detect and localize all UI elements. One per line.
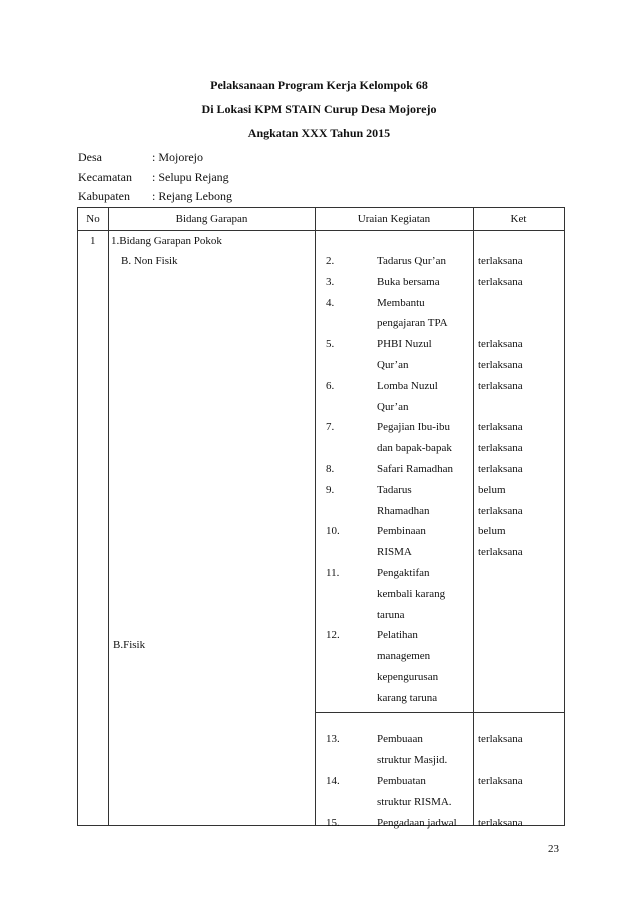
ket-line: belum bbox=[478, 483, 506, 496]
column-divider bbox=[473, 208, 474, 825]
bidang-non-fisik: B. Non Fisik bbox=[121, 255, 178, 267]
header-no: No bbox=[78, 208, 108, 231]
uraian-line: Rhamadhan bbox=[377, 504, 430, 517]
uraian-number: 11. bbox=[326, 567, 340, 579]
title-line-2: Di Lokasi KPM STAIN Curup Desa Mojorejo bbox=[201, 102, 437, 116]
uraian-number: 9. bbox=[326, 483, 335, 496]
uraian-number: 5. bbox=[326, 338, 335, 351]
uraian-line: Pembinaan bbox=[377, 525, 426, 538]
uraian-number: 14. bbox=[326, 775, 340, 787]
uraian-number: 12. bbox=[326, 629, 340, 642]
ket-line: terlaksana bbox=[478, 338, 523, 351]
uraian-line: Qur’an bbox=[377, 359, 409, 371]
header-bidang: Bidang Garapan bbox=[108, 208, 315, 231]
uraian-line: kepengurusan bbox=[377, 671, 439, 683]
ket-line: belum bbox=[478, 525, 506, 538]
uraian-number: 7. bbox=[326, 421, 335, 434]
uraian-number: 4. bbox=[326, 296, 335, 309]
uraian-line: Pengaktifan bbox=[377, 567, 430, 579]
uraian-number: 2. bbox=[326, 255, 335, 267]
uraian-line: Tadarus Qur’an bbox=[377, 255, 446, 267]
ket-line: terlaksana bbox=[478, 816, 523, 829]
info-label: Kabupaten bbox=[78, 189, 130, 203]
column-divider bbox=[108, 208, 109, 825]
ket-line: terlaksana bbox=[478, 504, 523, 517]
uraian-line: managemen bbox=[377, 650, 431, 663]
ket-line: terlaksana bbox=[478, 255, 523, 267]
ket-line: terlaksana bbox=[478, 463, 523, 475]
page-number: 23 bbox=[548, 843, 559, 855]
ket-line: terlaksana bbox=[478, 546, 523, 559]
title-line-3: Angkatan XXX Tahun 2015 bbox=[247, 126, 391, 140]
info-label: Kecamatan bbox=[78, 170, 132, 184]
kegiatan-table bbox=[77, 207, 565, 829]
bidang-pokok: 1.Bidang Garapan Pokok bbox=[111, 235, 222, 247]
row-number: 1 bbox=[90, 235, 96, 247]
uraian-number: 8. bbox=[326, 463, 335, 475]
column-divider bbox=[315, 208, 316, 825]
uraian-line: Pembuatan bbox=[377, 775, 426, 787]
uraian-line: Membantu bbox=[377, 296, 425, 309]
uraian-line: kembali karang bbox=[377, 587, 446, 600]
uraian-line: RISMA bbox=[377, 546, 412, 559]
uraian-line: Qur’an bbox=[377, 400, 409, 413]
ket-line: terlaksana bbox=[478, 733, 523, 746]
uraian-line: taruna bbox=[377, 608, 405, 621]
uraian-line: pengajaran TPA bbox=[377, 317, 448, 330]
uraian-number: 13. bbox=[326, 733, 340, 746]
uraian-line: Safari Ramadhan bbox=[377, 463, 454, 475]
uraian-number: 6. bbox=[326, 379, 335, 392]
uraian-number: 15. bbox=[326, 816, 340, 829]
info-row-kecamatan bbox=[78, 170, 229, 185]
uraian-line: Pegajian Ibu-ibu bbox=[377, 421, 451, 434]
uraian-line: Pelatihan bbox=[377, 629, 418, 642]
ket-line: terlaksana bbox=[478, 379, 523, 392]
info-row-kabupaten bbox=[78, 189, 232, 204]
uraian-number: 3. bbox=[326, 275, 335, 288]
uraian-line: struktur Masjid. bbox=[377, 754, 448, 767]
info-label: Desa bbox=[78, 150, 102, 164]
uraian-line: dan bapak-bapak bbox=[377, 442, 452, 455]
uraian-line: Pengadaan jadwal bbox=[377, 816, 457, 829]
uraian-line: PHBI Nuzul bbox=[377, 338, 432, 351]
bidang-fisik: B.Fisik bbox=[113, 639, 146, 651]
header-ket: Ket bbox=[473, 208, 564, 231]
uraian-line: struktur RISMA. bbox=[377, 795, 452, 808]
ket-line: terlaksana bbox=[478, 359, 523, 371]
info-value: : Mojorejo bbox=[152, 150, 203, 164]
header-uraian: Uraian Kegiatan bbox=[315, 208, 473, 231]
ket-line: terlaksana bbox=[478, 442, 523, 455]
info-value: : Rejang Lebong bbox=[152, 189, 232, 203]
info-row-desa bbox=[78, 150, 203, 165]
uraian-line: Lomba Nuzul bbox=[377, 379, 438, 392]
uraian-line: Tadarus bbox=[377, 483, 412, 496]
uraian-line: Pembuaan bbox=[377, 733, 423, 746]
ket-line: terlaksana bbox=[478, 421, 523, 434]
title-line-1: Pelaksanaan Program Kerja Kelompok 68 bbox=[210, 78, 428, 92]
uraian-line: karang taruna bbox=[377, 691, 438, 704]
info-value: : Selupu Rejang bbox=[152, 170, 229, 184]
uraian-number: 10. bbox=[326, 525, 340, 538]
ket-line: terlaksana bbox=[478, 775, 523, 787]
row-divider bbox=[315, 712, 564, 713]
ket-line: terlaksana bbox=[478, 275, 523, 288]
uraian-line: Buka bersama bbox=[377, 275, 440, 288]
